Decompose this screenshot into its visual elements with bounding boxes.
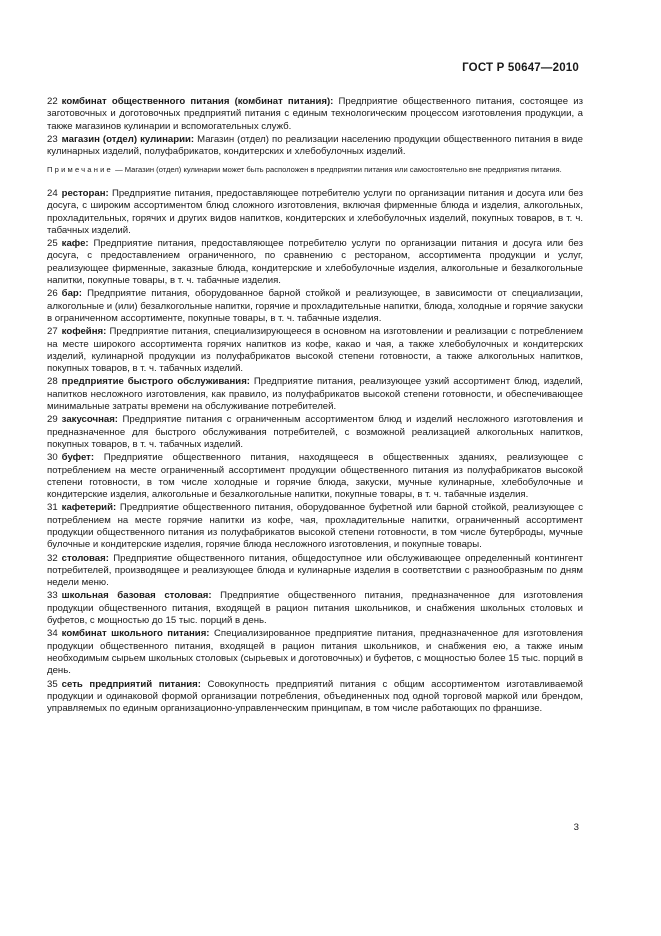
term-entry-33: [47, 590, 583, 627]
term-entry-29: [47, 414, 583, 451]
term-entry-25: [47, 238, 583, 287]
term-definition: Предприятие общественного питания, оборудованное буфетной или барной стойкой, реализующее с потреблением на месте горячие напитки из кофе, чая, прохладительные напитки, ограниченный ассортимент продукции общественного питания из полуфабрикатов высокой степени готовности, в том числе бутерброды, мучные булочные и кондитерские изделия, горячие блюда несложного изготовления, и покупные товары.: [47, 502, 583, 551]
term-number: 22: [47, 96, 58, 107]
term-definition: Предприятие питания, предоставляющее потребителю услуги по организации питания и досуга или без досуга, с предоставлением ограниченного, по сравнению с рестораном, ассортимента продукции и услуг, реализующее фирменные, заказные блюда, кондитерские и хлебобулочные изделия, алкогольные и безалкогольные напитки, покупные товары, в т. ч. табачные изделия.: [47, 238, 583, 287]
term-title: предприятие быстрого обслуживания:: [61, 376, 250, 388]
page-number: 3: [573, 822, 579, 833]
term-definition: Предприятие питания, оборудованное барной стойкой и реализующее, в зависимости от специализации, алкогольные и (или) безалкогольные напитки, горячие и прохладительные напитки, блюда, холодные и горячие закуски в ограниченном ассортименте, покупные товары, в т. ч. табачные изделия.: [47, 288, 583, 324]
term-definition: Совокупность предприятий питания с общим ассортиментом изготавливаемой продукции и одинаковой формой организации потребления, объединенных под одной торговой маркой или брендом, управляемых по единым организационно-управленческим принципам, в том числе работающих по франшизе.: [47, 678, 583, 715]
term-entry-23: [47, 134, 583, 159]
term-number: 33: [47, 590, 58, 602]
term-title: сеть предприятий питания:: [61, 678, 201, 690]
term-entry-26: [47, 288, 583, 325]
term-title: комбинат общественного питания (комбинат питания):: [61, 96, 334, 107]
term-number: 28: [47, 376, 58, 388]
term-number: 35: [47, 678, 58, 690]
term-definition: Специализированное предприятие питания, предназначенное для изготовления продукции общественного питания, входящей в рацион питания школьников, и снабжения ею, а также иным необходимым сырьем школьных столовых (сырьевых и доготовочных) и буфетов, с мощностью более 15 тыс. порций в день.: [47, 628, 583, 677]
term-entry-32: [47, 553, 583, 590]
note-label: Примечание: [47, 165, 113, 175]
document-body: [47, 96, 583, 716]
term-definition: Предприятие общественного питания, состоящее из заготовочных и доготовочных предприятий питания с единым технологическим процессом изготовления продукции, а также магазинов кулинарии и вспомогательных служб.: [47, 96, 583, 132]
term-number: 26: [47, 288, 58, 300]
term-title: магазин (отдел) кулинарии:: [61, 133, 195, 145]
note-text: — Магазин (отдел) кулинарии может быть расположен в предприятии питания или самостоятельно вне предприятия питания.: [112, 165, 562, 175]
term-definition: Предприятие питания, реализующее узкий ассортимент блюд, изделий, напитков несложного изготовления, как правило, из полуфабрикатов высокой степени готовности, и обеспечивающее минимальные затраты времени на обслуживание потребителей.: [47, 376, 583, 413]
term-definition: Предприятие питания с ограниченным ассортиментом блюд и изделий несложного изготовления и предназначенное для быстрого обслуживания потребителей, с возможной реализацией алкогольных напитков, покупных товаров, в т. ч. табачных изделий.: [47, 414, 583, 450]
term-definition: Предприятие общественного питания, предназначенное для изготовления продукции общественного питания, входящей в рацион питания школьников, и снабжения школьных столовых и буфетов, с мощностью до 15 тыс. порций в день.: [47, 590, 583, 627]
term-definition: Магазин (отдел) по реализации населению продукции общественного питания в виде кулинарных изделий, полуфабрикатов, кондитерских и хлебобулочных изделий.: [47, 133, 583, 158]
term-entry-28: [47, 376, 583, 413]
term-title: кофейня:: [61, 326, 107, 338]
term-title: ресторан:: [61, 187, 109, 199]
term-number: 34: [47, 628, 58, 640]
term-number: 24: [47, 187, 58, 199]
term-title: комбинат школьного питания:: [61, 628, 210, 640]
term-number: 25: [47, 238, 58, 250]
term-title: буфет:: [61, 452, 95, 464]
term-title: бар:: [61, 288, 82, 300]
term-number: 29: [47, 414, 58, 426]
term-number: 30: [47, 452, 58, 464]
term-title: кафетерий:: [61, 502, 117, 514]
term-title: столовая:: [61, 552, 109, 564]
term-definition: Предприятие общественного питания, общедоступное или обслуживающее определенный контингент потребителей, производящее и реализующее блюда и кулинарные изделия в соответствии с разнообразным по дням недели меню.: [47, 552, 583, 589]
term-number: 32: [47, 552, 58, 564]
term-entry-22: [47, 96, 583, 133]
term-definition: Предприятие питания, специализирующееся в основном на изготовлении и реализации с потреблением на месте широкого ассортимента горячих напитков из кофе, какао и чая, а также хлебобулочных и кондитерских изделий, кулинарной продукции из полуфабрикатов высокой степени готовности, а также алкогольных напитков, покупных товаров, в т. ч. табачных изделий.: [47, 326, 583, 375]
term-entry-31: [47, 502, 583, 551]
note-block: [47, 165, 583, 176]
term-number: 27: [47, 326, 58, 338]
term-title: школьная базовая столовая:: [61, 590, 212, 602]
term-entry-24: [47, 188, 583, 237]
document-header-standard: ГОСТ Р 50647—2010: [462, 62, 579, 74]
term-entry-27: [47, 326, 583, 375]
term-entry-30: [47, 452, 583, 501]
term-definition: Предприятие общественного питания, находящееся в общественных зданиях, реализующее с потреблением на месте ограниченный ассортимент продукции общественного питания из полуфабрикатов высокой степени готовности, в том числе холодные и горячие блюда, закуски, мучные кулинарные, хлебобулочные и кондитерские изделия, алкогольные и безалкогольные напитки, покупные товары, в т. ч. табачные изделия.: [47, 452, 583, 501]
term-number: 31: [47, 502, 58, 514]
term-definition: Предприятие питания, предоставляющее потребителю услуги по организации питания и досуга или без досуга, с широким ассортиментом блюд сложного изготовления, включая фирменные блюда и изделия, алкогольных, прохладительных, горячих и других видов напитков, кондитерских и хлебобулочных изделий, покупных товаров, в т. ч. табачных изделий.: [47, 187, 583, 236]
term-title: закусочная:: [61, 414, 118, 426]
term-number: 23: [47, 133, 58, 145]
term-title: кафе:: [61, 238, 89, 250]
term-entry-35: [47, 679, 583, 716]
term-entry-34: [47, 628, 583, 677]
